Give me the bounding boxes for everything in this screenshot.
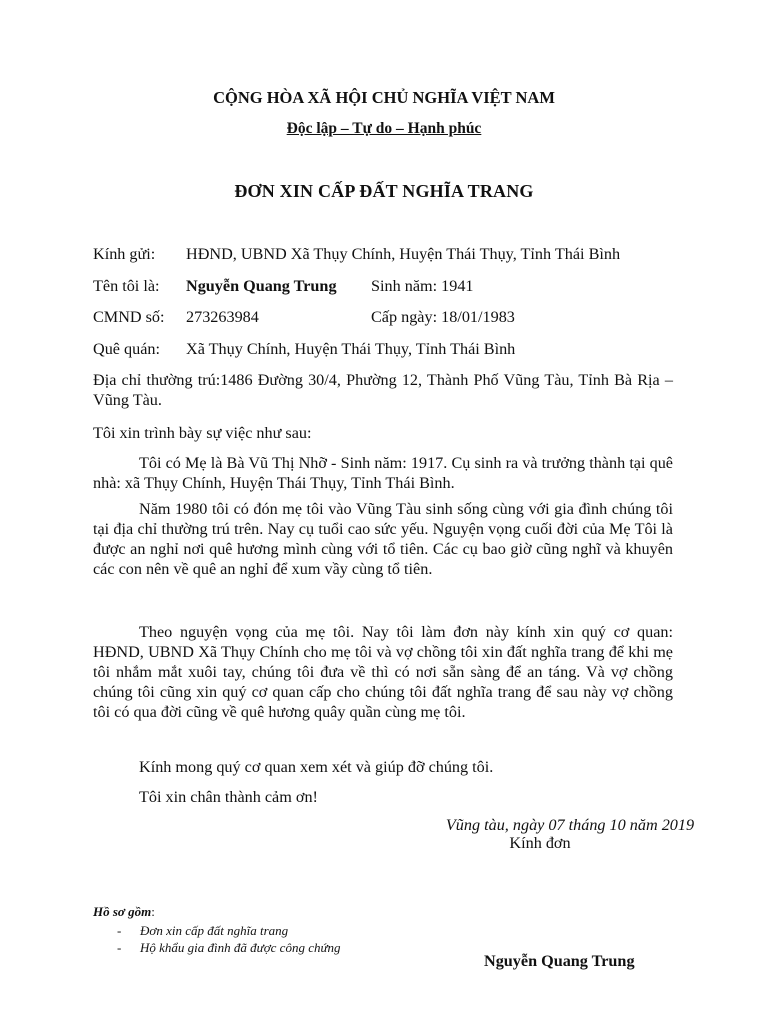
- attachment-item: [93, 939, 350, 956]
- recipient-value: HĐND, UBND Xã Thụy Chính, Huyện Thái Thụy, Tỉnh Thái Bình: [186, 245, 621, 263]
- paragraph-3: Theo nguyện vọng của mẹ tôi. Nay tôi làm đơn này kính xin quý cơ quan: HĐND, UBND Xã Thụy Chính cho mẹ tôi và vợ chồng tôi xin đất nghĩa trang để khi mẹ tôi nhắm mắt xuôi tay, chúng tôi đưa về thì có nơi sẵn sàng để an táng. Và vợ chồng chúng tôi cũng xin quý cơ quan cấp cho chúng tôi đất nghĩa trang để sau này vợ chồng tôi có qua đời cũng về quê hương quây quần cùng mẹ tôi.: [93, 623, 673, 721]
- recipient-label: Kính gửi:: [93, 245, 156, 263]
- birth-year: Sinh năm: 1941: [371, 277, 474, 295]
- issue-date: Cấp ngày: 18/01/1983: [371, 308, 515, 326]
- intro-text: Tôi xin trình bày sự việc như sau:: [93, 424, 312, 442]
- request-text: Kính mong quý cơ quan xem xét và giúp đỡ chúng tôi.: [139, 758, 494, 776]
- name-value: Nguyễn Quang Trung: [186, 277, 337, 295]
- motto: Độc lập – Tự do – Hạnh phúc: [286, 120, 482, 137]
- nation-header: CỘNG HÒA XÃ HỘI CHỦ NGHĨA VIỆT NAM: [213, 88, 555, 107]
- hometown-value: Xã Thụy Chính, Huyện Thái Thụy, Tỉnh Thái Bình: [186, 340, 516, 358]
- signer-name: Nguyễn Quang Trung: [484, 952, 635, 970]
- id-value: 273263984: [186, 308, 259, 326]
- attachment-item-text: Đơn xin cấp đất nghĩa trang: [140, 923, 289, 938]
- attachments-list: [93, 903, 350, 956]
- closing-text: Kính đơn: [509, 834, 571, 852]
- attachments-title: Hồ sơ gồm: [93, 904, 152, 919]
- paragraph-2: Năm 1980 tôi có đón mẹ tôi vào Vũng Tàu sinh sống cùng với gia đình chúng tôi tại địa chỉ thường trú trên. Nay cụ tuổi cao sức yếu. Nguyện vọng cuối đời của Mẹ Tôi là được an nghỉ nơi quê hương mình cùng với tổ tiên. Các cụ bao giờ cũng nghĩ và khuyên các con nên về quê an nghỉ để xum vầy cùng tổ tiên.: [93, 500, 673, 578]
- attachment-item: [93, 922, 350, 939]
- thanks-text: Tôi xin chân thành cảm ơn!: [139, 788, 318, 806]
- hometown-label: Quê quán:: [93, 340, 160, 358]
- paragraph-1: Tôi có Mẹ là Bà Vũ Thị Nhỡ - Sinh năm: 1917. Cụ sinh ra và trưởng thành tại quê nhà: xã Thụy Chính, Huyện Thái Thụy, Tỉnh Thái Bình.: [93, 454, 673, 492]
- document-title: ĐƠN XIN CẤP ĐẤT NGHĨA TRANG: [234, 181, 534, 201]
- place-date: Vũng tàu, ngày 07 tháng 10 năm 2019: [445, 816, 695, 834]
- name-label: Tên tôi là:: [93, 277, 160, 295]
- address-text: Địa chỉ thường trú:1486 Đường 30/4, Phường 12, Thành Phố Vũng Tàu, Tỉnh Bà Rịa – Vũng Tàu.: [93, 371, 673, 409]
- attachment-item-text: Hộ khẩu gia đình đã được công chứng: [140, 940, 341, 955]
- attachments-colon: :: [151, 904, 155, 919]
- dash-bullet: -: [117, 923, 122, 938]
- dash-bullet: -: [117, 940, 122, 955]
- id-label: CMND số:: [93, 308, 165, 326]
